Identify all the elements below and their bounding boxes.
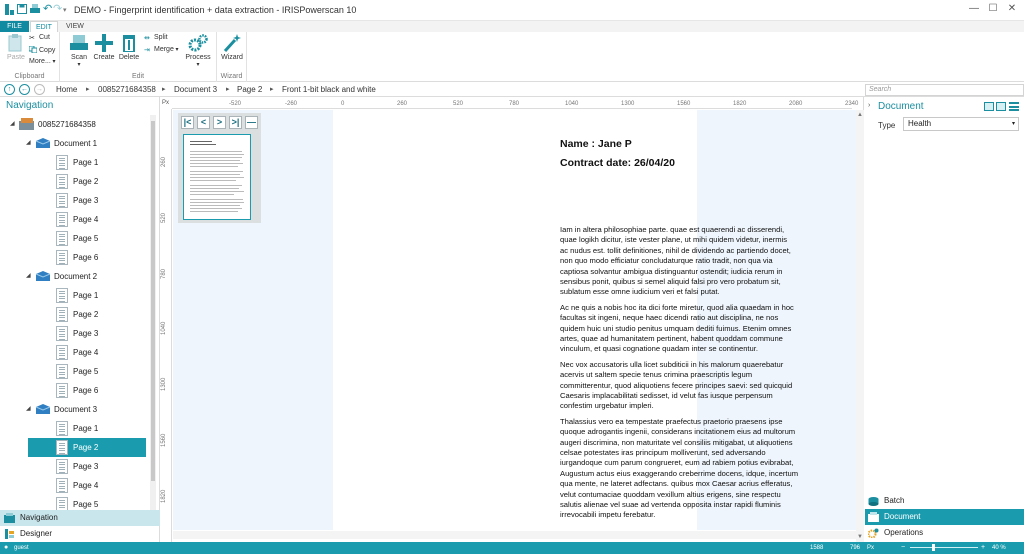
tree-item-label: Page 1 [73,158,99,167]
page-icon [56,497,68,510]
edit-group-label: Edit [131,73,145,80]
first-page-button[interactable]: |< [181,116,194,129]
status-bar [0,542,1024,554]
tree-item-label: Page 3 [73,196,99,205]
ruler-tick-label: 1040 [565,101,579,107]
expand-collapse-icon[interactable]: ◢ [26,273,31,279]
tree-item-page[interactable] [28,362,146,381]
paste-icon [6,34,26,52]
scan-dropdown-icon: ▾ [77,62,81,68]
tab-file[interactable]: FILE [0,21,29,32]
tree-item-page[interactable] [28,324,146,343]
document-text-line: non quo modo efficiatur concludaturque ratio tradit, non qua via [560,256,773,266]
image-canvas[interactable] [173,110,856,530]
ruler-tick-label: -260 [285,101,298,107]
zoom-in-icon[interactable]: + [981,544,986,551]
page-icon [56,383,68,398]
tree-item-page[interactable] [28,191,146,210]
merge-button[interactable] [144,46,179,53]
paste-label: Paste [7,54,25,61]
tree-item-label: Page 2 [73,177,99,186]
zoom-out-icon[interactable]: − [901,544,906,551]
tab-edit[interactable]: EDIT [30,21,58,32]
navigation-tab-icon [4,513,15,523]
ruler-tick-label: 780 [509,101,520,107]
document-text-line: quae logikh dicitur, iste vester plane, ut mihi quidem videtur, inermis [560,235,788,245]
redo-icon[interactable]: ↷ [53,3,63,15]
ribbon [0,32,1024,82]
tab-designer[interactable] [0,526,160,542]
status-user: guest [14,545,29,551]
plus-icon [94,34,114,52]
tree-item-label: Page 1 [73,291,99,300]
scroll-up-icon[interactable]: ▲ [857,112,863,118]
tree-item-label: Page 5 [73,234,99,243]
document-text-line: acervis ut saltem specie tenus crimina praescriptis legum [560,370,753,380]
breadcrumb-view[interactable]: Front 1-bit black and white [282,85,376,94]
prev-document-icon[interactable] [984,102,994,111]
batch-icon [19,118,35,130]
wizard-button[interactable] [219,34,245,61]
copy-icon [29,46,37,53]
process-label: Process [185,54,211,61]
ruler-tick-label: 2080 [789,101,803,107]
tree-item-page[interactable] [28,343,146,362]
document-text-line: quidem huic uni studio penitus umquam dediti fuimus. Etenim omnes [560,323,792,333]
scan-label: Scan [71,54,87,61]
next-icon[interactable]: → [36,86,43,93]
split-button[interactable] [144,34,168,41]
merge-label: Merge [154,46,174,53]
page-icon [56,231,68,246]
ruler-tick-label: 1560 [677,101,691,107]
last-page-button[interactable]: >| [229,116,242,129]
horizontal-ruler [172,97,859,109]
page-icon [56,212,68,227]
ruler-tick-label: 0 [341,101,345,107]
document-text-line: ac nudus est. tollit definitiones, nihil de dividendo ac partiendo docet, [560,245,791,255]
close-button[interactable]: ✕ [1007,3,1017,14]
paste-button[interactable] [3,34,29,61]
scan-quick-icon[interactable] [30,4,40,17]
document-text-line: qua mente, ne lateret adfectans. quibus mox Caesar acrius efferatus, [560,479,793,489]
page-icon [56,345,68,360]
process-button[interactable] [184,34,212,68]
breadcrumb-batch[interactable]: 0085271684358 [98,85,156,94]
tree-item-page[interactable] [28,305,146,324]
operations-icon [868,528,879,538]
name-line: Name : Jane P [560,138,632,150]
document-text-line: confestim urgebatur impleri. [560,401,654,411]
process-dropdown-icon: ▾ [196,62,200,68]
document-text-line: Ac ne quis a nobis hoc ita dici forte miretur, quod alia quaedam in hoc [560,302,794,312]
tree-item-label: Page 6 [73,386,99,395]
cut-icon: ✂ [29,35,35,42]
tab-navigation-label: Navigation [20,513,58,522]
document-text-line: Caesaris implacabilitati sedisset, id velut fas iusque perpensum [560,391,773,400]
vertical-ruler [160,109,172,542]
clipboard-group [0,32,60,82]
document-text-line: Nec vox accusatoris ulla licet subditicii in his malorum quaerebatur [560,359,784,369]
more-label: More... [29,58,51,65]
tree-item-page[interactable] [28,229,146,248]
tree-item-label: Page 5 [73,367,99,376]
ruler-tick-label: 520 [161,212,167,223]
breadcrumb-home[interactable]: Home [56,85,78,94]
zoom-slider[interactable] [910,547,978,548]
page-icon [56,288,68,303]
tree-item-page[interactable] [28,457,146,476]
cut-label: Cut [39,34,50,41]
page-thumbnail-panel [178,113,261,223]
tree-item-label: Page 4 [73,215,99,224]
chevron-right-icon: ▸ [226,86,230,93]
tree-item-page[interactable] [28,210,146,229]
clipboard-group-label: Clipboard [14,73,45,80]
tree-item-page[interactable] [28,248,146,267]
tree-item-document[interactable] [0,400,150,419]
tree-item-label: Page 2 [73,310,99,319]
chevron-right-icon: ▸ [86,86,90,93]
navigation-tree [0,115,150,510]
properties-panel [865,97,1024,542]
breadcrumb-document[interactable]: Document 3 [174,85,218,94]
tree-item-label: Page 6 [73,253,99,262]
magic-wand-icon [222,34,242,52]
document-icon [35,137,51,149]
copy-label: Copy [39,47,56,54]
tab-document[interactable] [865,509,1024,525]
minimize-button[interactable]: — [969,3,979,14]
tab-batch-label: Batch [884,496,905,505]
ruler-tick-label: 1820 [733,101,747,107]
tab-batch[interactable] [865,493,1024,509]
split-label: Split [154,34,168,41]
document-text-line: velut contumaciae quoddam vexillum altius erigens, sine respectu [560,489,781,499]
tree-item-label: Page 1 [73,424,99,433]
tree-item-page[interactable] [28,419,146,438]
undo-icon[interactable]: ↶ [43,3,53,15]
next-page-button[interactable]: > [213,116,226,129]
merge-dropdown-icon: ▾ [173,47,179,53]
ribbon-tabs [0,21,1024,32]
document-icon [35,270,51,282]
next-document-icon[interactable] [996,102,1006,111]
zoom-level: 40 % [992,545,1006,551]
contract-date-line: Contract date: 26/04/20 [560,157,675,169]
chevron-right-icon: ▸ [162,86,166,93]
document-text-line: sensibus ponit, quibus si semel aliquid falsi pro vero probatum sit, [560,277,781,286]
navigation-title: Navigation [6,100,54,111]
ruler-tick-label: 1040 [161,321,167,335]
ruler-tick-label: 2340 [845,101,859,107]
document-text-line: augeri discrimina, non maturitate vel consiliis mitigabat, ut aliquotiens [560,437,793,447]
ruler-unit: Px [162,100,170,106]
document-text-line: artes, quae ad humanitatem pertinent, habent quoddam commune [560,334,783,343]
tab-operations[interactable] [865,525,1024,541]
page-icon [56,421,68,436]
document-text-line: facultas sit ingeni, neque haec dicendi ratio aut disciplina, ne nos [560,313,779,323]
quick-access-dropdown-icon[interactable]: ▾ [63,7,67,14]
maximize-button[interactable]: ☐ [988,3,998,14]
save-icon[interactable] [17,4,27,17]
cut-button[interactable] [29,34,50,41]
tree-item-label: Page 3 [73,462,99,471]
search-input[interactable]: Search [865,84,1024,96]
navigation-scrollbar[interactable] [150,115,156,510]
merge-icon: ⇥ [144,47,150,54]
ruler-tick-label: 1300 [161,377,167,391]
page-icon [56,174,68,189]
wizard-label: Wizard [221,54,243,61]
breadcrumb-page[interactable]: Page 2 [237,85,263,94]
scan-button[interactable] [66,34,92,68]
status-unit: Px [867,545,875,551]
batch-icon [868,496,879,506]
page-icon [56,364,68,379]
tree-item-page[interactable] [28,476,146,495]
wizard-group [217,32,247,82]
page-thumbnail[interactable] [183,134,251,220]
ruler-tick-label: 780 [161,268,167,279]
tab-operations-label: Operations [884,528,924,537]
document-text-line: irrevocabili impetu ferebatur. [560,510,656,520]
ruler-tick-label: 1300 [621,101,635,107]
document-icon [35,403,51,415]
document-text-line: Augustum actus eius exaggerando creberrime docens, idque, incertum [560,468,799,478]
forward-icon[interactable]: ↑ [4,84,15,95]
delete-label: Delete [118,54,140,61]
tree-item-label: Page 4 [73,481,99,490]
ruler-tick-label: 1560 [161,433,167,447]
page-icon [56,478,68,493]
window-title: DEMO - Fingerprint identification + data extraction - IRISPowerscan 10 [74,5,357,15]
copy-button[interactable] [29,46,55,54]
navigation-panel [0,97,160,542]
create-label: Create [93,54,115,61]
ruler-tick-label: 520 [453,101,464,107]
ruler-tick-label: 260 [397,101,408,107]
create-button[interactable] [91,34,117,61]
tab-document-label: Document [884,512,921,521]
tree-item-page[interactable] [28,381,146,400]
scanned-page [333,110,799,530]
status-height: 796 [850,545,861,551]
type-value: Health [908,119,932,128]
document-text-line: celsae potestates iras principum molliverunt, sed adversando [560,448,766,457]
viewer-vertical-scrollbar[interactable] [856,110,864,542]
delete-button[interactable] [116,34,142,61]
document-text-line: vinculum, et quasi cognatione quadam inter se continentur. [560,344,758,354]
tab-designer-label: Designer [20,529,53,538]
document-text-line: committerentur, quod aliquotiens fecere principes saevi: sed quicquid [560,380,793,390]
expand-collapse-icon[interactable]: ◢ [26,140,31,146]
tree-item-document[interactable] [0,134,150,153]
chevron-right-icon: ▸ [270,86,274,93]
tree-item-page[interactable] [28,172,146,191]
document-text-line: salutis alienae vel suae ad vertenda opposita instar rapidi fluminis [560,500,781,509]
page-icon [56,459,68,474]
more-button[interactable] [29,58,55,65]
tree-item-label: Document 2 [54,272,98,281]
tab-view[interactable]: VIEW [66,23,84,30]
tree-item-page[interactable] [28,495,146,510]
scan-icon [69,34,89,52]
document-text-line: Iam in altera philosophiae parte. quae est quaerendi ac disserendi, [560,225,785,234]
page-icon [56,193,68,208]
page-icon [56,326,68,341]
ruler-tick-label: 260 [161,156,167,167]
status-width: 1588 [810,545,824,551]
previous-page-button[interactable]: < [197,116,210,129]
scroll-down-icon[interactable]: ▼ [857,534,863,540]
collapse-thumbnail-button[interactable]: — [247,117,256,127]
menu-icon[interactable] [1009,102,1019,111]
viewer-horizontal-scrollbar[interactable] [173,531,856,539]
document-text-line: captiosa solvantur ambigua distinguantur ostendit; iudicia rerum in [560,266,783,276]
tree-item-page[interactable] [28,153,146,172]
ruler-tick-label: -520 [229,101,242,107]
tree-item-label: 0085271684358 [38,120,96,129]
wizard-group-label: Wizard [220,73,243,80]
designer-tab-icon [4,529,15,539]
type-label: Type [878,121,896,130]
chevron-down-icon: ▾ [1011,121,1015,127]
expand-collapse-icon[interactable]: ◢ [10,121,15,127]
user-icon: ● [4,544,9,551]
page-icon [56,250,68,265]
tree-item-label: Page 4 [73,348,99,357]
document-text-line: sublatum esse omne iudicium veri et falsi putat. [560,287,720,297]
back-icon[interactable]: ← [21,86,28,93]
app-logo-icon [5,4,14,18]
document-viewer [160,97,864,542]
page-icon [56,155,68,170]
tree-item-batch[interactable] [0,115,150,134]
properties-title: Document [878,101,924,112]
tree-item-page[interactable] [28,286,146,305]
tab-navigation[interactable] [0,510,160,526]
tree-item-label: Document 1 [54,139,98,148]
more-dropdown-icon: ▾ [50,59,56,65]
tree-item-label: Page 3 [73,329,99,338]
tree-item-document[interactable] [0,267,150,286]
expand-icon[interactable]: › [868,102,871,109]
tree-item-label: Page 5 [73,500,99,509]
split-icon: ⇹ [144,35,150,42]
document-text-line: Thalassius vero ea tempestate praefectus praetorio praesens ipse [560,416,783,426]
trash-icon [119,34,139,52]
gears-icon [188,34,208,52]
title-bar [0,0,1024,21]
zoom-slider-handle[interactable] [932,544,935,551]
tree-item-label: Document 3 [54,405,98,414]
edit-group [60,32,217,82]
type-select[interactable] [903,117,1019,131]
ruler-tick-label: 1820 [161,489,167,503]
document-text-line: iurgandoque cum parum congrueret, eum ad rabiem potius evibrabat, [560,458,794,468]
document-text-line: quoque adrogantis ingenii, considerans incitationem eius ad multorum [560,427,796,437]
page-icon [56,440,68,455]
tree-item-page[interactable] [28,438,146,457]
tree-item-label: Page 2 [73,443,99,452]
scrollbar-thumb[interactable] [151,121,155,481]
expand-collapse-icon[interactable]: ◢ [26,406,31,412]
breadcrumb-bar [0,82,1024,97]
document-icon [868,512,879,522]
page-icon [56,307,68,322]
